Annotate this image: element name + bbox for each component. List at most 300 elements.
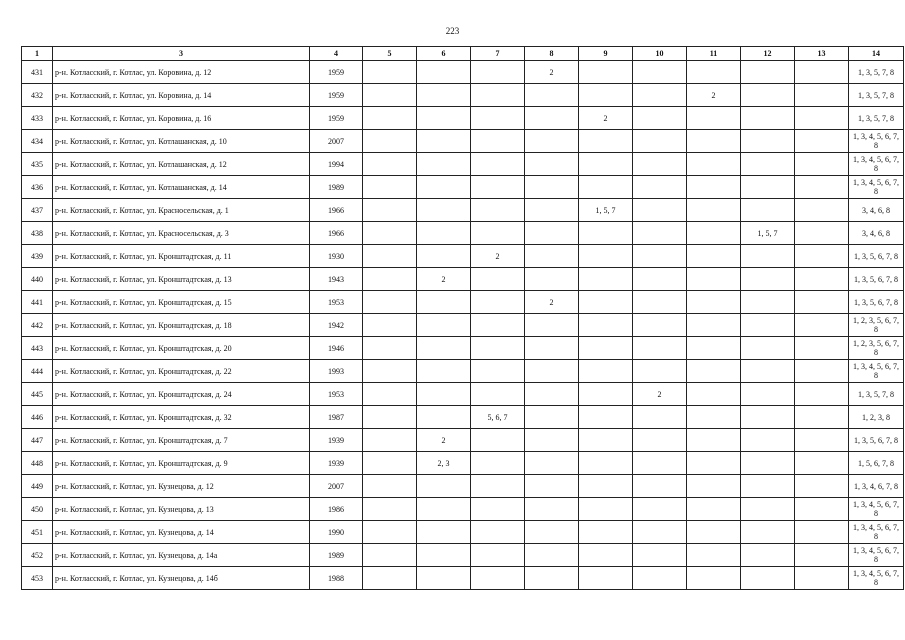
cell-col-4: 1939 bbox=[310, 429, 363, 452]
cell-col-1: 435 bbox=[22, 153, 53, 176]
cell-col-12 bbox=[741, 337, 795, 360]
cell-col-1: 436 bbox=[22, 176, 53, 199]
cell-col-12 bbox=[741, 383, 795, 406]
cell-col-6 bbox=[417, 245, 471, 268]
cell-col-11 bbox=[687, 245, 741, 268]
cell-col-1: 444 bbox=[22, 360, 53, 383]
cell-col-10 bbox=[633, 544, 687, 567]
cell-col-10 bbox=[633, 84, 687, 107]
table-row bbox=[22, 406, 904, 429]
cell-col-9 bbox=[579, 567, 633, 590]
cell-col-4: 1953 bbox=[310, 291, 363, 314]
cell-col-5 bbox=[363, 567, 417, 590]
cell-col-7 bbox=[471, 199, 525, 222]
cell-col-4: 1942 bbox=[310, 314, 363, 337]
cell-col-13 bbox=[795, 268, 849, 291]
cell-col-7 bbox=[471, 291, 525, 314]
cell-col-1: 437 bbox=[22, 199, 53, 222]
table-row bbox=[22, 452, 904, 475]
table-row bbox=[22, 107, 904, 130]
cell-col-13 bbox=[795, 222, 849, 245]
cell-col-12 bbox=[741, 61, 795, 84]
cell-col-8 bbox=[525, 360, 579, 383]
cell-col-11 bbox=[687, 61, 741, 84]
cell-col-13 bbox=[795, 429, 849, 452]
cell-col-7 bbox=[471, 176, 525, 199]
cell-col-14: 1, 3, 4, 5, 6, 7, 8 bbox=[849, 176, 904, 199]
table-row bbox=[22, 544, 904, 567]
cell-col-6 bbox=[417, 153, 471, 176]
cell-col-5 bbox=[363, 360, 417, 383]
cell-col-5 bbox=[363, 452, 417, 475]
cell-col-5 bbox=[363, 406, 417, 429]
cell-col-6 bbox=[417, 498, 471, 521]
cell-col-4: 2007 bbox=[310, 475, 363, 498]
cell-col-6 bbox=[417, 61, 471, 84]
cell-col-6 bbox=[417, 521, 471, 544]
cell-col-3: р-н. Котласский, г. Котлас, ул. Кронштадтская, д. 15 bbox=[53, 291, 310, 314]
cell-col-14: 1, 3, 4, 5, 6, 7, 8 bbox=[849, 567, 904, 590]
cell-col-14: 1, 3, 4, 5, 6, 7, 8 bbox=[849, 498, 904, 521]
table-row bbox=[22, 429, 904, 452]
cell-col-11 bbox=[687, 498, 741, 521]
cell-col-10 bbox=[633, 337, 687, 360]
cell-col-3: р-н. Котласский, г. Котлас, ул. Кузнецова, д. 14б bbox=[53, 567, 310, 590]
cell-col-5 bbox=[363, 498, 417, 521]
cell-col-9 bbox=[579, 498, 633, 521]
cell-col-6 bbox=[417, 84, 471, 107]
cell-col-4: 1959 bbox=[310, 84, 363, 107]
cell-col-10 bbox=[633, 521, 687, 544]
cell-col-10 bbox=[633, 268, 687, 291]
cell-col-4: 1986 bbox=[310, 498, 363, 521]
cell-col-1: 431 bbox=[22, 61, 53, 84]
cell-col-3: р-н. Котласский, г. Котлас, ул. Кронштадтская, д. 13 bbox=[53, 268, 310, 291]
cell-col-7 bbox=[471, 130, 525, 153]
cell-col-8 bbox=[525, 153, 579, 176]
cell-col-13 bbox=[795, 498, 849, 521]
column-header-13: 13 bbox=[795, 47, 849, 61]
cell-col-6: 2 bbox=[417, 268, 471, 291]
cell-col-9: 1, 5, 7 bbox=[579, 199, 633, 222]
cell-col-12 bbox=[741, 107, 795, 130]
cell-col-7 bbox=[471, 429, 525, 452]
cell-col-11 bbox=[687, 153, 741, 176]
column-header-7: 7 bbox=[471, 47, 525, 61]
cell-col-6 bbox=[417, 360, 471, 383]
cell-col-1: 452 bbox=[22, 544, 53, 567]
cell-col-3: р-н. Котласский, г. Котлас, ул. Красносельская, д. 1 bbox=[53, 199, 310, 222]
cell-col-7 bbox=[471, 337, 525, 360]
cell-col-5 bbox=[363, 544, 417, 567]
cell-col-13 bbox=[795, 567, 849, 590]
cell-col-10 bbox=[633, 406, 687, 429]
cell-col-12 bbox=[741, 521, 795, 544]
cell-col-1: 440 bbox=[22, 268, 53, 291]
cell-col-9 bbox=[579, 268, 633, 291]
cell-col-14: 1, 3, 5, 7, 8 bbox=[849, 84, 904, 107]
table-row bbox=[22, 61, 904, 84]
cell-col-11 bbox=[687, 337, 741, 360]
cell-col-11 bbox=[687, 429, 741, 452]
cell-col-8 bbox=[525, 176, 579, 199]
cell-col-4: 1988 bbox=[310, 567, 363, 590]
cell-col-14: 1, 3, 5, 6, 7, 8 bbox=[849, 245, 904, 268]
cell-col-11 bbox=[687, 406, 741, 429]
cell-col-10 bbox=[633, 199, 687, 222]
cell-col-8 bbox=[525, 544, 579, 567]
cell-col-8 bbox=[525, 429, 579, 452]
cell-col-11 bbox=[687, 176, 741, 199]
cell-col-9 bbox=[579, 475, 633, 498]
cell-col-10 bbox=[633, 153, 687, 176]
cell-col-14: 1, 3, 5, 7, 8 bbox=[849, 107, 904, 130]
cell-col-12 bbox=[741, 245, 795, 268]
cell-col-6: 2, 3 bbox=[417, 452, 471, 475]
cell-col-6 bbox=[417, 383, 471, 406]
cell-col-9 bbox=[579, 61, 633, 84]
table-row bbox=[22, 383, 904, 406]
cell-col-9 bbox=[579, 383, 633, 406]
cell-col-10 bbox=[633, 567, 687, 590]
cell-col-7 bbox=[471, 84, 525, 107]
cell-col-11 bbox=[687, 475, 741, 498]
cell-col-3: р-н. Котласский, г. Котлас, ул. Кронштадтская, д. 11 bbox=[53, 245, 310, 268]
table-row bbox=[22, 268, 904, 291]
cell-col-12 bbox=[741, 544, 795, 567]
cell-col-6 bbox=[417, 130, 471, 153]
cell-col-5 bbox=[363, 176, 417, 199]
cell-col-9 bbox=[579, 153, 633, 176]
cell-col-6 bbox=[417, 107, 471, 130]
cell-col-8 bbox=[525, 337, 579, 360]
cell-col-11 bbox=[687, 291, 741, 314]
cell-col-14: 1, 2, 3, 5, 6, 7, 8 bbox=[849, 337, 904, 360]
cell-col-13 bbox=[795, 314, 849, 337]
cell-col-11 bbox=[687, 222, 741, 245]
cell-col-14: 1, 3, 4, 5, 6, 7, 8 bbox=[849, 360, 904, 383]
cell-col-12 bbox=[741, 291, 795, 314]
cell-col-8: 2 bbox=[525, 291, 579, 314]
column-header-1: 1 bbox=[22, 47, 53, 61]
cell-col-14: 3, 4, 6, 8 bbox=[849, 222, 904, 245]
table-row bbox=[22, 130, 904, 153]
column-header-4: 4 bbox=[310, 47, 363, 61]
cell-col-13 bbox=[795, 176, 849, 199]
cell-col-12 bbox=[741, 84, 795, 107]
cell-col-14: 1, 3, 5, 6, 7, 8 bbox=[849, 429, 904, 452]
cell-col-11 bbox=[687, 314, 741, 337]
cell-col-12 bbox=[741, 268, 795, 291]
cell-col-4: 1989 bbox=[310, 176, 363, 199]
cell-col-8 bbox=[525, 245, 579, 268]
cell-col-9 bbox=[579, 429, 633, 452]
column-header-11: 11 bbox=[687, 47, 741, 61]
cell-col-1: 438 bbox=[22, 222, 53, 245]
column-header-3: 3 bbox=[53, 47, 310, 61]
cell-col-5 bbox=[363, 107, 417, 130]
cell-col-5 bbox=[363, 245, 417, 268]
cell-col-8 bbox=[525, 475, 579, 498]
cell-col-3: р-н. Котласский, г. Котлас, ул. Кронштадтская, д. 22 bbox=[53, 360, 310, 383]
cell-col-8 bbox=[525, 199, 579, 222]
table-row bbox=[22, 153, 904, 176]
cell-col-1: 445 bbox=[22, 383, 53, 406]
cell-col-12 bbox=[741, 429, 795, 452]
cell-col-12 bbox=[741, 314, 795, 337]
cell-col-13 bbox=[795, 521, 849, 544]
cell-col-4: 1953 bbox=[310, 383, 363, 406]
cell-col-3: р-н. Котласский, г. Котлас, ул. Коровина, д. 14 bbox=[53, 84, 310, 107]
column-header-9: 9 bbox=[579, 47, 633, 61]
cell-col-4: 1989 bbox=[310, 544, 363, 567]
cell-col-5 bbox=[363, 475, 417, 498]
cell-col-10 bbox=[633, 130, 687, 153]
table-row bbox=[22, 314, 904, 337]
cell-col-5 bbox=[363, 383, 417, 406]
cell-col-7 bbox=[471, 153, 525, 176]
cell-col-1: 442 bbox=[22, 314, 53, 337]
cell-col-7 bbox=[471, 61, 525, 84]
cell-col-14: 1, 3, 4, 5, 6, 7, 8 bbox=[849, 544, 904, 567]
cell-col-11 bbox=[687, 107, 741, 130]
cell-col-5 bbox=[363, 521, 417, 544]
cell-col-7 bbox=[471, 521, 525, 544]
cell-col-12: 1, 5, 7 bbox=[741, 222, 795, 245]
cell-col-1: 441 bbox=[22, 291, 53, 314]
cell-col-1: 447 bbox=[22, 429, 53, 452]
cell-col-14: 1, 3, 5, 6, 7, 8 bbox=[849, 268, 904, 291]
cell-col-9 bbox=[579, 176, 633, 199]
cell-col-9 bbox=[579, 360, 633, 383]
cell-col-7 bbox=[471, 222, 525, 245]
cell-col-3: р-н. Котласский, г. Котлас, ул. Котлашанская, д. 10 bbox=[53, 130, 310, 153]
cell-col-10 bbox=[633, 61, 687, 84]
table-row bbox=[22, 475, 904, 498]
cell-col-1: 434 bbox=[22, 130, 53, 153]
cell-col-7 bbox=[471, 452, 525, 475]
cell-col-13 bbox=[795, 475, 849, 498]
cell-col-10 bbox=[633, 498, 687, 521]
cell-col-10 bbox=[633, 314, 687, 337]
cell-col-11 bbox=[687, 199, 741, 222]
cell-col-13 bbox=[795, 291, 849, 314]
cell-col-12 bbox=[741, 130, 795, 153]
header-row bbox=[22, 47, 904, 61]
cell-col-8 bbox=[525, 567, 579, 590]
cell-col-4: 1939 bbox=[310, 452, 363, 475]
table-row bbox=[22, 245, 904, 268]
cell-col-9 bbox=[579, 84, 633, 107]
cell-col-4: 1946 bbox=[310, 337, 363, 360]
cell-col-12 bbox=[741, 452, 795, 475]
cell-col-11 bbox=[687, 383, 741, 406]
cell-col-9 bbox=[579, 222, 633, 245]
cell-col-10 bbox=[633, 475, 687, 498]
cell-col-7 bbox=[471, 498, 525, 521]
cell-col-6 bbox=[417, 567, 471, 590]
cell-col-4: 1959 bbox=[310, 61, 363, 84]
table-row bbox=[22, 222, 904, 245]
page-number: 223 bbox=[445, 26, 460, 36]
cell-col-9 bbox=[579, 291, 633, 314]
cell-col-3: р-н. Котласский, г. Котлас, ул. Красносельская, д. 3 bbox=[53, 222, 310, 245]
cell-col-1: 451 bbox=[22, 521, 53, 544]
table-row bbox=[22, 567, 904, 590]
cell-col-13 bbox=[795, 199, 849, 222]
cell-col-5 bbox=[363, 291, 417, 314]
cell-col-4: 1993 bbox=[310, 360, 363, 383]
cell-col-13 bbox=[795, 452, 849, 475]
table-row bbox=[22, 337, 904, 360]
cell-col-1: 448 bbox=[22, 452, 53, 475]
cell-col-6: 2 bbox=[417, 429, 471, 452]
cell-col-14: 1, 5, 6, 7, 8 bbox=[849, 452, 904, 475]
cell-col-12 bbox=[741, 199, 795, 222]
cell-col-11 bbox=[687, 567, 741, 590]
cell-col-7 bbox=[471, 383, 525, 406]
table-row bbox=[22, 360, 904, 383]
table-row bbox=[22, 498, 904, 521]
cell-col-12 bbox=[741, 567, 795, 590]
cell-col-8 bbox=[525, 383, 579, 406]
cell-col-8 bbox=[525, 84, 579, 107]
cell-col-13 bbox=[795, 544, 849, 567]
cell-col-9 bbox=[579, 521, 633, 544]
cell-col-13 bbox=[795, 337, 849, 360]
cell-col-13 bbox=[795, 245, 849, 268]
cell-col-11 bbox=[687, 521, 741, 544]
table-row bbox=[22, 84, 904, 107]
cell-col-3: р-н. Котласский, г. Котлас, ул. Коровина, д. 12 bbox=[53, 61, 310, 84]
cell-col-1: 432 bbox=[22, 84, 53, 107]
cell-col-9 bbox=[579, 130, 633, 153]
cell-col-1: 450 bbox=[22, 498, 53, 521]
cell-col-14: 1, 3, 4, 5, 6, 7, 8 bbox=[849, 521, 904, 544]
cell-col-5 bbox=[363, 337, 417, 360]
cell-col-6 bbox=[417, 222, 471, 245]
cell-col-1: 449 bbox=[22, 475, 53, 498]
cell-col-8: 2 bbox=[525, 61, 579, 84]
cell-col-8 bbox=[525, 222, 579, 245]
cell-col-14: 1, 3, 5, 6, 7, 8 bbox=[849, 291, 904, 314]
register-table bbox=[21, 46, 904, 590]
cell-col-6 bbox=[417, 314, 471, 337]
table-row bbox=[22, 199, 904, 222]
cell-col-4: 1987 bbox=[310, 406, 363, 429]
cell-col-3: р-н. Котласский, г. Котлас, ул. Кронштадтская, д. 7 bbox=[53, 429, 310, 452]
cell-col-5 bbox=[363, 84, 417, 107]
cell-col-3: р-н. Котласский, г. Котлас, ул. Котлашанская, д. 14 bbox=[53, 176, 310, 199]
cell-col-6 bbox=[417, 475, 471, 498]
cell-col-5 bbox=[363, 268, 417, 291]
column-header-14: 14 bbox=[849, 47, 904, 61]
cell-col-12 bbox=[741, 153, 795, 176]
cell-col-10 bbox=[633, 245, 687, 268]
cell-col-13 bbox=[795, 61, 849, 84]
cell-col-12 bbox=[741, 498, 795, 521]
cell-col-7: 2 bbox=[471, 245, 525, 268]
cell-col-13 bbox=[795, 360, 849, 383]
cell-col-7 bbox=[471, 475, 525, 498]
cell-col-8 bbox=[525, 130, 579, 153]
cell-col-10 bbox=[633, 176, 687, 199]
cell-col-7 bbox=[471, 107, 525, 130]
cell-col-11 bbox=[687, 544, 741, 567]
cell-col-9: 2 bbox=[579, 107, 633, 130]
column-header-10: 10 bbox=[633, 47, 687, 61]
cell-col-8 bbox=[525, 314, 579, 337]
cell-col-14: 1, 2, 3, 8 bbox=[849, 406, 904, 429]
cell-col-3: р-н. Котласский, г. Котлас, ул. Кузнецова, д. 14 bbox=[53, 521, 310, 544]
cell-col-6 bbox=[417, 176, 471, 199]
cell-col-7 bbox=[471, 567, 525, 590]
table-row bbox=[22, 291, 904, 314]
cell-col-7 bbox=[471, 360, 525, 383]
cell-col-3: р-н. Котласский, г. Котлас, ул. Кронштадтская, д. 24 bbox=[53, 383, 310, 406]
cell-col-14: 1, 2, 3, 5, 6, 7, 8 bbox=[849, 314, 904, 337]
cell-col-1: 439 bbox=[22, 245, 53, 268]
cell-col-4: 1990 bbox=[310, 521, 363, 544]
cell-col-9 bbox=[579, 245, 633, 268]
cell-col-11: 2 bbox=[687, 84, 741, 107]
cell-col-11 bbox=[687, 360, 741, 383]
cell-col-3: р-н. Котласский, г. Котлас, ул. Кронштадтская, д. 9 bbox=[53, 452, 310, 475]
column-header-5: 5 bbox=[363, 47, 417, 61]
cell-col-10 bbox=[633, 107, 687, 130]
cell-col-12 bbox=[741, 475, 795, 498]
cell-col-7 bbox=[471, 268, 525, 291]
cell-col-1: 446 bbox=[22, 406, 53, 429]
cell-col-10: 2 bbox=[633, 383, 687, 406]
cell-col-4: 1930 bbox=[310, 245, 363, 268]
cell-col-4: 1943 bbox=[310, 268, 363, 291]
cell-col-9 bbox=[579, 337, 633, 360]
cell-col-3: р-н. Котласский, г. Котлас, ул. Кузнецова, д. 14а bbox=[53, 544, 310, 567]
cell-col-14: 1, 3, 4, 5, 6, 7, 8 bbox=[849, 130, 904, 153]
table-row bbox=[22, 521, 904, 544]
cell-col-12 bbox=[741, 406, 795, 429]
cell-col-9 bbox=[579, 406, 633, 429]
cell-col-13 bbox=[795, 130, 849, 153]
cell-col-5 bbox=[363, 314, 417, 337]
cell-col-4: 1959 bbox=[310, 107, 363, 130]
cell-col-3: р-н. Котласский, г. Котлас, ул. Кронштадтская, д. 20 bbox=[53, 337, 310, 360]
cell-col-13 bbox=[795, 383, 849, 406]
cell-col-5 bbox=[363, 429, 417, 452]
cell-col-1: 443 bbox=[22, 337, 53, 360]
cell-col-9 bbox=[579, 314, 633, 337]
cell-col-7: 5, 6, 7 bbox=[471, 406, 525, 429]
cell-col-14: 1, 3, 4, 6, 7, 8 bbox=[849, 475, 904, 498]
column-header-8: 8 bbox=[525, 47, 579, 61]
cell-col-11 bbox=[687, 130, 741, 153]
cell-col-5 bbox=[363, 153, 417, 176]
cell-col-13 bbox=[795, 153, 849, 176]
cell-col-8 bbox=[525, 406, 579, 429]
cell-col-6 bbox=[417, 337, 471, 360]
cell-col-6 bbox=[417, 291, 471, 314]
cell-col-8 bbox=[525, 107, 579, 130]
cell-col-4: 2007 bbox=[310, 130, 363, 153]
cell-col-11 bbox=[687, 268, 741, 291]
cell-col-3: р-н. Котласский, г. Котлас, ул. Кузнецова, д. 12 bbox=[53, 475, 310, 498]
cell-col-10 bbox=[633, 452, 687, 475]
cell-col-6 bbox=[417, 544, 471, 567]
cell-col-3: р-н. Котласский, г. Котлас, ул. Кронштадтская, д. 18 bbox=[53, 314, 310, 337]
cell-col-14: 1, 3, 5, 7, 8 bbox=[849, 61, 904, 84]
table-row bbox=[22, 176, 904, 199]
